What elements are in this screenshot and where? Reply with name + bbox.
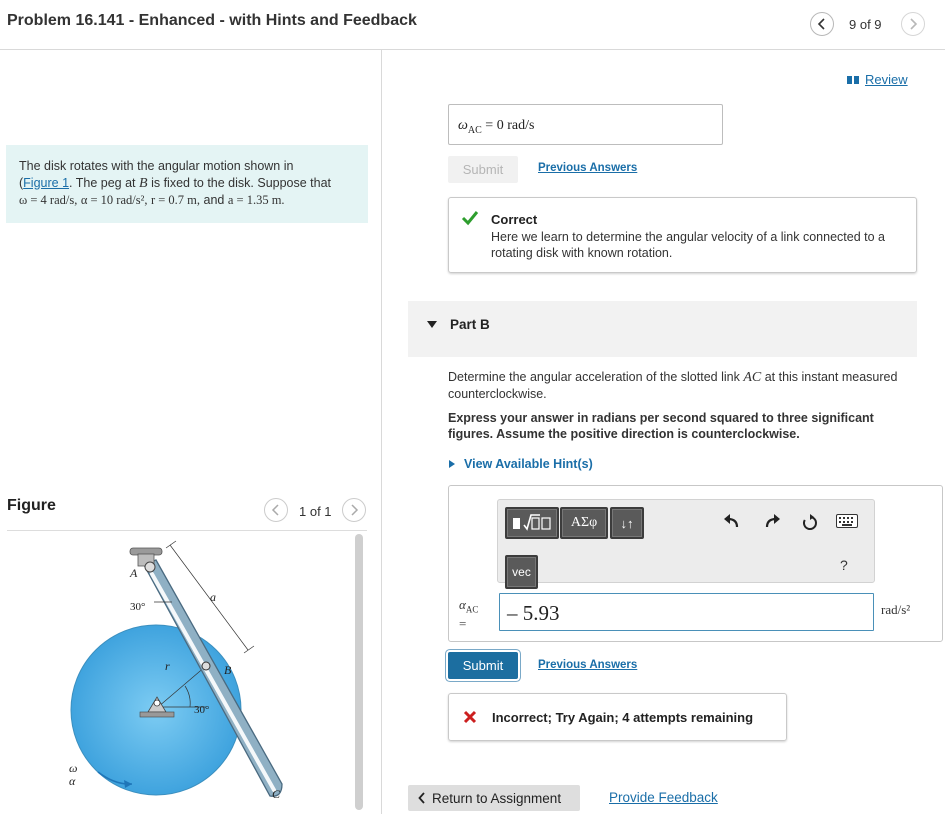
label-r: r [165,659,170,673]
a-value: a = 1.35 m. [227,193,285,207]
chevron-left-icon [817,18,827,30]
previous-problem-button[interactable] [810,12,834,36]
check-icon [461,210,479,226]
reset-icon[interactable] [801,514,819,532]
and-word: and [203,193,225,207]
page-title: Problem 16.141 - Enhanced - with Hints and Feedback [7,12,417,29]
redo-icon[interactable] [763,514,781,530]
figure-previous-button[interactable] [264,498,288,522]
figure-counter: 1 of 1 [299,504,332,519]
problem-text-mid: . The peg at [69,175,136,190]
problem-statement: The disk rotates with the angular motion shown in (Figure 1. The peg at B is fixed to the disk. Suppose that ω = 4 rad/s, α = 10 rad/s², r = 0.7 m, and a = 1.35 m. [6,145,368,223]
return-label: Return to Assignment [432,790,562,806]
figure-scrollbar[interactable] [355,534,363,810]
review-label: Review [865,72,908,87]
greek-symbols-button[interactable]: ΑΣφ [560,507,608,539]
feedback-text: Here we learn to determine the angular velocity of a link connected to a rotating disk with known rotation. [491,230,885,260]
caret-right-icon [448,459,456,469]
label-omega: ω [69,761,78,775]
math-toolbar [497,499,875,583]
alpha-equals: = [459,615,467,631]
unit-label: rad/s² [881,602,911,617]
problem-text-fixed: is fixed to the disk. Suppose that [151,175,332,190]
part-b-submit-button[interactable]: Submit [448,652,518,679]
review-link[interactable] [846,72,908,87]
part-a-answer-value: = 0 rad/s [485,118,535,133]
chevron-left-icon [271,504,281,516]
part-a-previous-answers-link[interactable]: Previous Answers [538,162,638,174]
alpha-value: α = 10 rad/s², [80,193,148,207]
templates-icon [510,512,554,534]
r-value: r = 0.7 m, [150,193,201,207]
part-b-feedback-incorrect [448,693,787,741]
provide-feedback-link[interactable]: Provide Feedback [609,790,718,805]
alpha-subscript: AC [465,604,479,615]
part-a-submit-button: Submit [448,156,518,183]
help-button[interactable]: ? [840,557,848,573]
subscript-superscript-button[interactable]: ↓↑ [610,507,644,539]
label-c-point: C [272,787,281,801]
templates-button[interactable] [505,507,559,539]
part-b-question [448,369,908,402]
part-a-subscript: AC [467,124,482,136]
undo-icon[interactable] [723,514,741,530]
answer-panel [448,485,943,642]
label-angle-top: 30° [130,601,146,613]
figure-heading: Figure [7,497,56,514]
part-a-symbol: ω [458,118,468,133]
question-start: Determine the angular acceleration of the slotted link [448,370,740,384]
alpha-symbol: α [459,597,466,612]
label-b-point: B [224,663,232,677]
part-a-feedback-correct [448,197,917,273]
view-hints-toggle[interactable] [448,457,593,471]
figure-link[interactable]: Figure 1 [23,175,70,190]
hints-label: View Available Hint(s) [464,457,593,471]
point-b-symbol: B [139,175,148,191]
chevron-right-icon [349,504,359,516]
omega-value: ω = 4 rad/s, [19,193,78,207]
part-b-instructions: Express your answer in radians per second squared to three significant figures. Assume the positive direction is counterclockwise. [448,411,874,441]
label-angle-bottom: 30° [194,704,210,716]
figure-next-button[interactable] [342,498,366,522]
keyboard-icon[interactable] [836,514,858,528]
x-icon [463,710,477,724]
figure-divider [7,530,367,531]
vector-button[interactable]: vec [505,555,538,589]
answer-input[interactable]: – 5.93 [499,593,874,631]
part-b-label: Part B [450,317,490,332]
feedback-title: Correct [491,212,538,227]
panel-divider [381,50,382,814]
question-link-symbol: AC [743,370,762,385]
chevron-right-icon [908,18,918,30]
book-icon [846,75,860,85]
incorrect-feedback-text: Incorrect; Try Again; 4 attempts remaining [492,710,754,725]
label-a-dimension: a [210,590,216,604]
label-alpha: α [69,774,76,788]
figure-diagram [60,540,300,810]
part-a-answer-display [448,104,723,145]
part-b-previous-answers-link[interactable]: Previous Answers [538,659,638,671]
peg-b [202,662,210,670]
alpha-answer-label [459,598,478,630]
chevron-left-icon [418,792,426,804]
next-problem-button[interactable] [901,12,925,36]
page-counter: 9 of 9 [849,17,882,32]
problem-intro: The disk rotates with the angular motion shown in [19,159,294,173]
label-a-point: A [130,566,138,580]
caret-down-icon [426,319,438,329]
question-end: at this instant measured counterclockwise. [448,370,898,401]
part-b-header[interactable] [408,301,917,357]
header [0,0,945,50]
return-to-assignment-button[interactable] [408,785,580,811]
